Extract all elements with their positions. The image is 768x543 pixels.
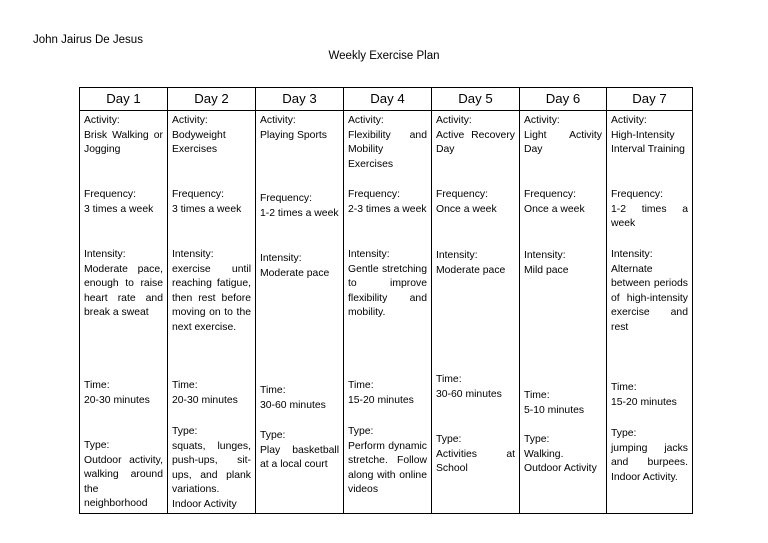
frequency-value: 3 times a week [84, 203, 154, 215]
intensity-label: Intensity: [524, 250, 566, 261]
time-label: Time: [436, 374, 462, 385]
type-label: Type: [436, 434, 462, 445]
frequency-value: Once a week [524, 203, 585, 215]
frequency-value: 3 times a week [172, 203, 242, 215]
frequency-block [436, 188, 515, 217]
activity-label: Activity: [611, 115, 647, 126]
activity-block [611, 114, 688, 158]
type-value: Activities at School [436, 448, 515, 475]
frequency-value: 2-3 times a week [348, 203, 427, 215]
day-cell [256, 111, 344, 514]
day-header: Day 3 [256, 88, 344, 111]
activity-label: Activity: [348, 115, 384, 126]
type-label: Type: [524, 434, 550, 445]
frequency-block [172, 188, 251, 217]
frequency-label: Frequency: [172, 189, 224, 200]
intensity-block [436, 249, 515, 278]
table-row [80, 111, 693, 514]
activity-block [260, 114, 339, 143]
activity-value: Flexibility and Mobility Exercises [348, 129, 427, 170]
time-value: 30-60 minutes [260, 399, 326, 411]
time-label: Time: [611, 382, 637, 393]
intensity-block [84, 248, 163, 321]
activity-label: Activity: [524, 115, 560, 126]
time-block [172, 379, 251, 408]
time-label: Time: [260, 385, 286, 396]
intensity-label: Intensity: [348, 249, 390, 260]
type-value: Walking. Outdoor Activity [524, 448, 597, 475]
type-block [524, 433, 602, 477]
intensity-value: Moderate pace [436, 264, 506, 276]
activity-label: Activity: [84, 115, 120, 126]
intensity-label: Intensity: [436, 250, 478, 261]
activity-block [524, 114, 602, 158]
day-header: Day 2 [168, 88, 256, 111]
frequency-label: Frequency: [436, 189, 488, 200]
day-cell [432, 111, 520, 514]
intensity-block [348, 248, 427, 321]
intensity-label: Intensity: [260, 253, 302, 264]
exercise-plan-table [79, 87, 693, 514]
time-block [84, 379, 163, 408]
time-block [611, 381, 688, 410]
type-value: jumping jacks and burpees. Indoor Activity. [611, 442, 688, 483]
activity-block [84, 114, 163, 158]
day-cell [344, 111, 432, 514]
intensity-block [611, 248, 688, 336]
frequency-label: Frequency: [611, 189, 663, 200]
page-title-text: Weekly Exercise Plan [328, 50, 440, 62]
table-header-row [80, 88, 693, 111]
intensity-label: Intensity: [611, 249, 653, 260]
frequency-block [260, 192, 339, 221]
intensity-block [172, 248, 251, 336]
frequency-value: 1-2 times a week [611, 203, 688, 230]
day-header: Day 4 [344, 88, 432, 111]
day-header: Day 6 [520, 88, 607, 111]
time-value: 15-20 minutes [348, 394, 414, 406]
time-label: Time: [172, 380, 198, 391]
intensity-value: Moderate pace [260, 267, 330, 279]
frequency-block [348, 188, 427, 217]
frequency-label: Frequency: [524, 189, 576, 200]
intensity-block [260, 252, 339, 281]
time-label: Time: [84, 380, 110, 391]
type-block [260, 429, 339, 473]
intensity-value: Gentle stretching to improve flexibility and mobility. [348, 263, 427, 319]
frequency-block [524, 188, 602, 217]
time-value: 15-20 minutes [611, 396, 677, 408]
frequency-value: Once a week [436, 203, 497, 215]
frequency-label: Frequency: [260, 193, 312, 204]
day-cell [80, 111, 168, 514]
type-block [611, 427, 688, 485]
frequency-label: Frequency: [84, 189, 136, 200]
type-value: squats, lunges, push-ups, sit-ups, and plank variations. Indoor Activity [172, 440, 251, 510]
type-label: Type: [611, 428, 637, 439]
intensity-label: Intensity: [172, 249, 214, 260]
activity-label: Activity: [172, 115, 208, 126]
intensity-value: exercise until reaching fatigue, then rest before moving on to the next exercise. [172, 263, 251, 333]
frequency-label: Frequency: [348, 189, 400, 200]
activity-value: Playing Sports [260, 129, 327, 141]
activity-value: Active Recovery Day [436, 129, 515, 156]
day-cell [520, 111, 607, 514]
intensity-block [524, 249, 602, 278]
time-value: 20-30 minutes [84, 394, 150, 406]
type-value: Perform dynamic stretche. Follow along with online videos [348, 440, 427, 496]
time-block [436, 373, 515, 402]
type-block [436, 433, 515, 477]
time-block [524, 389, 602, 418]
day-cell [168, 111, 256, 514]
day-header: Day 7 [607, 88, 693, 111]
frequency-block [611, 188, 688, 232]
type-label: Type: [260, 430, 286, 441]
intensity-value: Alternate between periods of high-intensity exercise and rest [611, 263, 688, 333]
time-label: Time: [348, 380, 374, 391]
author-name: John Jairus De Jesus [33, 34, 143, 46]
type-block [348, 425, 427, 498]
activity-value: High-Intensity Interval Training [611, 129, 685, 156]
activity-value: Brisk Walking or Jogging [84, 129, 163, 156]
time-label: Time: [524, 390, 550, 401]
frequency-block [84, 188, 163, 217]
activity-label: Activity: [260, 115, 296, 126]
day-header: Day 5 [432, 88, 520, 111]
intensity-value: Mild pace [524, 264, 569, 276]
time-value: 20-30 minutes [172, 394, 238, 406]
time-block [348, 379, 427, 408]
type-block [84, 439, 163, 512]
type-label: Type: [348, 426, 374, 437]
activity-value: Bodyweight Exercises [172, 129, 226, 156]
intensity-value: Moderate pace, enough to raise heart rate and break a sweat [84, 263, 163, 319]
activity-block [436, 114, 515, 158]
activity-block [348, 114, 427, 172]
time-block [260, 384, 339, 413]
type-label: Type: [172, 426, 198, 437]
type-block [172, 425, 251, 513]
type-label: Type: [84, 440, 110, 451]
page-title [0, 50, 768, 62]
frequency-value: 1-2 times a week [260, 207, 339, 219]
activity-label: Activity: [436, 115, 472, 126]
activity-block [172, 114, 251, 158]
intensity-label: Intensity: [84, 249, 126, 260]
activity-value: Light Activity Day [524, 129, 602, 156]
day-header: Day 1 [80, 88, 168, 111]
type-value: Play basketball at a local court [260, 444, 339, 471]
type-value: Outdoor activity, walking around the neighborhood [84, 454, 163, 510]
time-value: 30-60 minutes [436, 388, 502, 400]
day-cell [607, 111, 693, 514]
time-value: 5-10 minutes [524, 404, 585, 416]
